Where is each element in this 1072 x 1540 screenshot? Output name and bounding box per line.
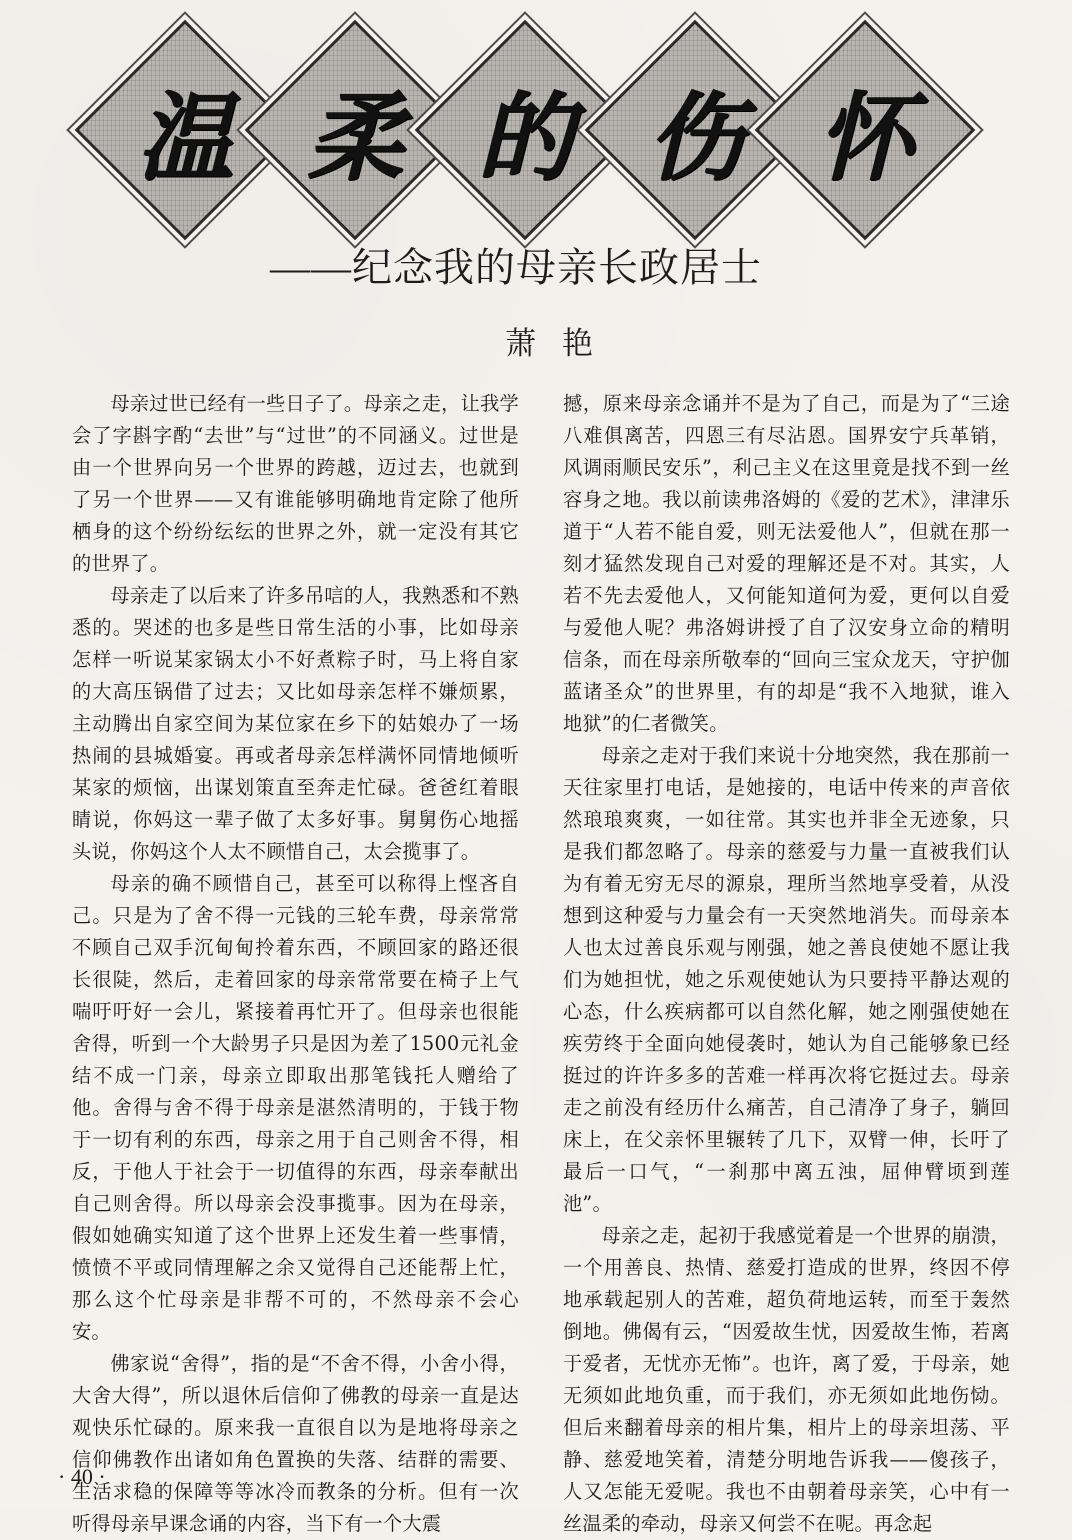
page-number: · 40 · bbox=[58, 1464, 106, 1489]
body-paragraph: 母亲走了以后来了许多吊唁的人，我熟悉和不熟悉的。哭述的也多是些日常生活的小事，比如母亲怎样一听说某家锅太小不好煮粽子时，马上将自家的大高压锅借了过去；又比如母亲怎样不嫌烦累，主动腾出自家空间为某位家在乡下的姑娘办了一场热闹的县城婚宴。再或者母亲怎样满怀同情地倾听某家的烦恼，出谋划策直至奔走忙碌。爸爸红着眼睛说，你妈这一辈子做了太多好事。舅舅伤心地摇头说，你妈这个人太不顾惜自己，太会揽事了。 bbox=[72, 584, 519, 863]
title-char: 伤 bbox=[647, 80, 743, 194]
body-paragraph: 佛家说“舍得”，指的是“不舍不得，小舍小得，大舍大得”，所以退休后信仰了佛教的母亲一直是达观快乐忙碌的。原来我一直很自以为是地将母亲之信仰佛教作出诸如角色置换的失落、结群的需要、生活求稳的保障等等冰冷而教条的分析。但有一次听得母亲早课念诵的内容，当下有一个大震 bbox=[72, 1352, 519, 1535]
title-char: 柔 bbox=[307, 80, 403, 194]
body-paragraph: 母亲的确不顾惜自己，甚至可以称得上悭吝自己。只是为了舍不得一元钱的三轮车费，母亲常常不顾自己双手沉甸甸拎着东西，不顾回家的路还很长很陡，然后，走着回家的母亲常常要在椅子上气喘吁吁好一会儿，紧接着再忙开了。但母亲也很能舍得，听到一个大龄男子只是因为差了1500元礼金结不成一门亲，母亲立即取出那笔钱托人赠给了他。舍得与舍不得于母亲是湛然清明的，于钱于物于一切有利的东西，母亲之用于自己则舍不得，相反，于他人于社会于一切值得的东西，母亲奉献出自己则舍得。所以母亲会没事揽事。因为在母亲，假如她确实知道了这个世界上还发生着一些事情，愤愤不平或同情理解之余又觉得自己还能帮上忙，那么这个忙母亲是非帮不可的，不然母亲不会心安。 bbox=[72, 872, 519, 1343]
author-name: 萧艳 bbox=[505, 326, 619, 361]
body-paragraph: 撼，原来母亲念诵并不是为了自己，而是为了“三途八难俱离苦，四恩三有尽沾恩。国界安宁兵革销，风调雨顺民安乐”，利己主义在这里竟是找不到一丝容身之地。我以前读弗洛姆的《爱的艺术》，津津乐道于“人若不能自爱，则无法爱他人”，但就在那一刻才猛然发现自己对爱的理解还是不对。其实，人若不先去爱他人，又何能知道何为爱，更何以自爱与爱他人呢？弗洛姆讲授了自了汉安身立命的精明信条，而在母亲所敬奉的“回向三宝众龙天，守护伽蓝诸圣众”的世界里，有的却是“我不入地狱，谁入地狱”的仁者微笑。 bbox=[563, 392, 1010, 735]
title-char: 的 bbox=[477, 80, 573, 194]
title-char: 温 bbox=[137, 80, 233, 194]
title-banner bbox=[72, 12, 1012, 247]
subtitle: ——纪念我的母亲长政居士 bbox=[270, 245, 762, 290]
right-column bbox=[563, 388, 1010, 1535]
title-char: 怀 bbox=[817, 80, 913, 194]
body-paragraph: 母亲过世已经有一些日子了。母亲之走，让我学会了字斟字酌“去世”与“过世”的不同涵义。过世是由一个世界向另一个世界的跨越，迈过去，也就到了另一个世界——又有谁能够明确地肯定除了他所栖身的这个纷纷纭纭的世界之外，就一定没有其它的世界了。 bbox=[72, 392, 519, 575]
body-paragraph: 母亲之走，起初于我感觉着是一个世界的崩溃，一个用善良、热情、慈爱打造成的世界，终因不停地承载起别人的苦难，超负荷地运转，而至于轰然倒地。佛偈有云，“因爱故生忧，因爱故生怖，若离于爱者，无忧亦无怖”。也许，离了爱，于母亲，她无须如此地负重，而于我们，亦无须如此地伤恸。但后来翻着母亲的相片集，相片上的母亲坦荡、平静、慈爱地笑着，清楚分明地告诉我——傻孩子，人又怎能无爱呢。我也不由朝着母亲笑，心中有一丝温柔的牵动，母亲又何尝不在呢。再念起 bbox=[563, 1224, 1010, 1535]
title-diamond bbox=[755, 20, 976, 241]
body-paragraph: 母亲之走对于我们来说十分地突然，我在那前一天往家里打电话，是她接的，电话中传来的声音依然琅琅爽爽，一如往常。其实也并非全无迹象，只是我们都忽略了。母亲的慈爱与力量一直被我们认为有着无穷无尽的源泉，理所当然地享受着，从没想到这种爱与力量会有一天突然地消失。而母亲本人也太过善良乐观与刚强，她之善良使她不愿让我们为她担忧，她之乐观使她认为只要持平静达观的心态，什么疾病都可以自然化解，她之刚强使她在疾劳终于全面向她侵袭时，她认为自己能够象已经挺过的许许多多的苦难一样再次将它挺过去。母亲走之前没有经历什么痛苦，自己清净了身子，躺回床上，在父亲怀里辗转了几下，双臂一伸，长吁了最后一口气，“一刹那中离五浊，屈伸臂顷到莲池”。 bbox=[563, 744, 1010, 1215]
